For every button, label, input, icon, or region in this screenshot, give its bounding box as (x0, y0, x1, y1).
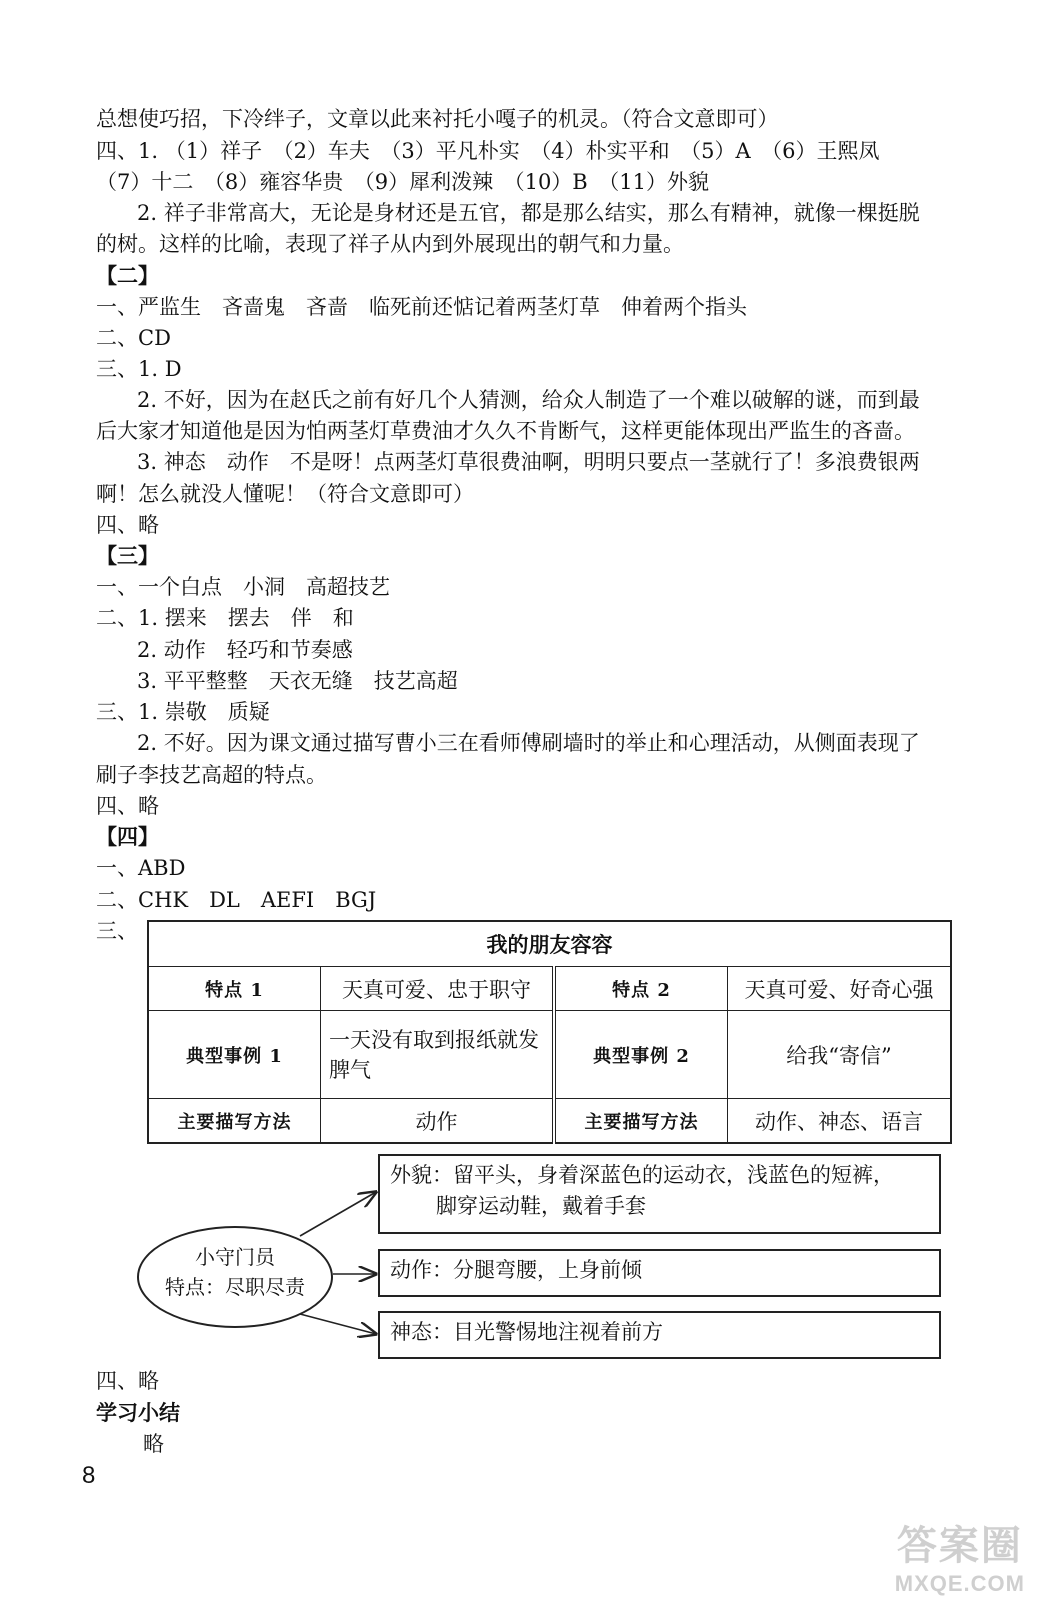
text-line: 二、1. 摆来 摆去 伴 和 (96, 606, 354, 630)
method1-label: 主要描写方法 (148, 1099, 321, 1143)
example2-label: 典型事例 2 (554, 1011, 728, 1099)
text-line: 后大家才知道他是因为怕两茎灯草费油才久久不肯断气，这样更能体现出严监生的吝啬。 (96, 419, 915, 443)
text-line: 三、1. 崇敬 质疑 (96, 700, 270, 724)
text-line: 3. 平平整整 天衣无缝 技艺高超 (137, 669, 458, 693)
text-line: 一、ABD (96, 856, 186, 880)
expression-box (378, 1311, 941, 1359)
text-line: 二、CD (96, 326, 171, 350)
oval-line1: 小守门员 (195, 1245, 275, 1269)
text-line: 2. 不好。因为课文通过描写曹小三在看师傅刷墙时的举止和心理活动，从侧面表现了 (137, 731, 920, 755)
text-line: 二、CHK DL AEFI BGJ (96, 888, 377, 912)
arrow-to-expression (300, 1314, 376, 1334)
watermark-line1: 答案圈 (896, 1524, 1023, 1568)
section-heading: 学习小结 (96, 1401, 180, 1425)
text-line: 四、1. （1）祥子 （2）车夫 （3）平凡朴实 （4）朴实平和 （5）A （6）王熙凤 (96, 139, 880, 163)
watermark (895, 1514, 1025, 1597)
expression-text: 神态：目光警惕地注视着前方 (390, 1320, 663, 1344)
text-line: 一、一个白点 小洞 高超技艺 (96, 575, 390, 599)
text-line: （7）十二 （8）雍容华贵 （9）犀利泼辣 （10）B （11）外貌 (96, 170, 709, 194)
table-title: 我的朋友容容 (148, 921, 951, 967)
page-number: 8 (82, 1462, 96, 1489)
text-line: 四、略 (96, 794, 159, 818)
section-heading: 【四】 (96, 825, 159, 849)
trait2-label: 特点 2 (554, 967, 728, 1011)
action-text: 动作：分腿弯腰，上身前倾 (390, 1258, 642, 1282)
text-line: 四、略 (96, 513, 159, 537)
arrow-to-appearance (300, 1192, 376, 1236)
action-box (378, 1249, 941, 1297)
example1-label: 典型事例 1 (148, 1011, 321, 1099)
appearance-line2: 脚穿运动鞋，戴着手套 (436, 1194, 646, 1218)
trait1-value: 天真可爱、忠于职守 (321, 967, 555, 1011)
text-line: 3. 神态 动作 不是呀！点两茎灯草很费油啊，明明只要点一茎就行了！多浪费银两 (137, 450, 920, 474)
section-heading: 【三】 (96, 544, 159, 568)
example2-value: 给我“寄信” (728, 1011, 952, 1099)
text-line: 2. 动作 轻巧和节奏感 (137, 638, 353, 662)
watermark-line2: MXQE.COM (894, 1571, 1025, 1596)
text-line: 略 (143, 1432, 164, 1456)
method2-value: 动作、神态、语言 (728, 1099, 952, 1143)
text-line: 一、严监生 吝啬鬼 吝啬 临死前还惦记着两茎灯草 伸着两个指头 (96, 295, 747, 319)
example1-value: 一天没有取到报纸就发脾气 (321, 1011, 555, 1099)
text-line: 啊！怎么就没人懂呢！（符合文意即可） (96, 482, 474, 506)
method1-value: 动作 (321, 1099, 555, 1143)
goalkeeper-oval (137, 1226, 333, 1328)
text-line: 三、1. D (96, 357, 182, 381)
section-heading: 【二】 (96, 264, 159, 288)
text-line: 总想使巧招，下冷绊子，文章以此来衬托小嘎子的机灵。（符合文意即可） (96, 107, 779, 131)
text-line: 三、 (96, 919, 138, 943)
text-line: 2. 不好，因为在赵氏之前有好几个人猜测，给众人制造了一个难以破解的谜，而到最 (137, 388, 920, 412)
appearance-line1: 外貌：留平头，身着深蓝色的运动衣，浅蓝色的短裤， (390, 1163, 894, 1187)
method2-label: 主要描写方法 (554, 1099, 728, 1143)
text-line: 的树。这样的比喻，表现了祥子从内到外展现出的朝气和力量。 (96, 232, 684, 256)
oval-line2: 特点：尽职尽责 (165, 1275, 305, 1299)
text-line: 刷子李技艺高超的特点。 (96, 763, 327, 787)
appearance-box (378, 1154, 941, 1234)
text-line: 四、略 (96, 1369, 159, 1393)
trait2-value: 天真可爱、好奇心强 (728, 967, 952, 1011)
trait1-label: 特点 1 (148, 967, 321, 1011)
text-line: 2. 祥子非常高大，无论是身材还是五官，都是那么结实，那么有精神，就像一棵挺脱 (137, 201, 920, 225)
